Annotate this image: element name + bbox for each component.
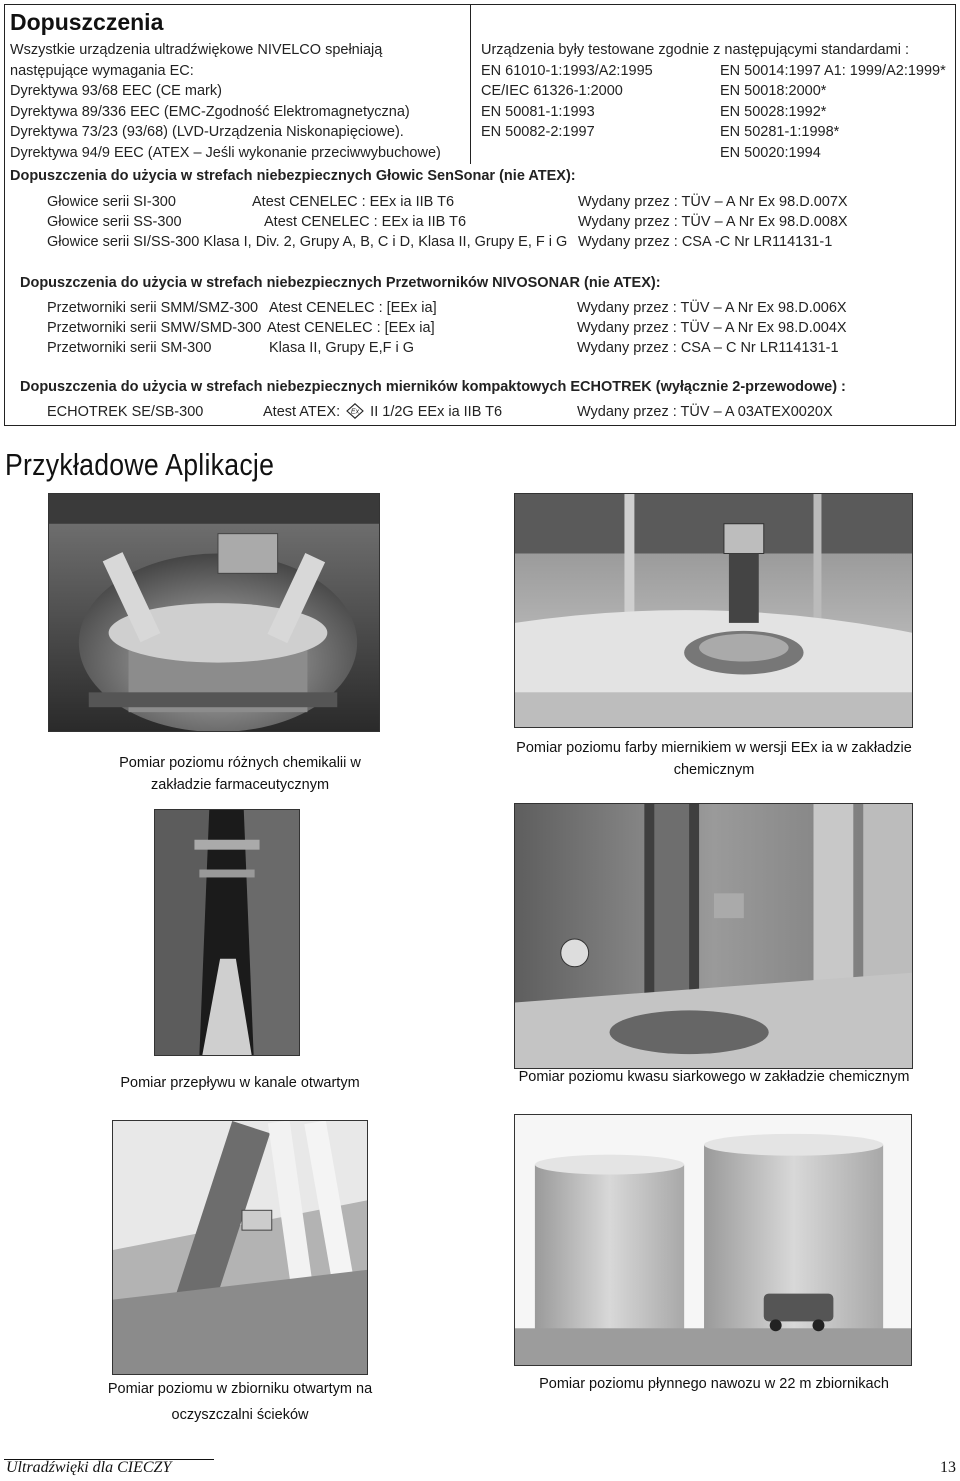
ec-line: Wszystkie urządzenia ultradźwiękowe NIVELCO spełniają xyxy=(10,42,383,58)
photo-chemical-tanks xyxy=(48,493,380,732)
nivosonar-issuer-3: Wydany przez : CSA – C Nr LR114131-1 xyxy=(577,340,839,356)
standard-item: EN 61010-1:1993/A2:1995 xyxy=(481,62,653,79)
standard-item: EN 50281-1:1998* xyxy=(720,124,840,140)
photo-open-channel xyxy=(154,809,300,1056)
standards-col-1 xyxy=(481,61,653,143)
ex-mark-icon xyxy=(346,403,364,419)
ec-line: Dyrektywa 94/9 EEC (ATEX – Jeśli wykonanie przeciwwybuchowe) xyxy=(10,144,441,161)
applications-title: Przykładowe Aplikacje xyxy=(5,447,275,482)
standard-item: CE/IEC 61326-1:2000 xyxy=(481,83,623,99)
ec-requirements xyxy=(10,40,441,163)
nivosonar-cert-2: Atest CENELEC : [EEx ia] xyxy=(267,320,435,336)
ec-line: Dyrektywa 89/336 EEC (EMC-Zgodność Elektromagnetyczna) xyxy=(10,103,410,120)
echotrek-cert xyxy=(263,402,502,423)
ec-line: następujące wymagania EC: xyxy=(10,62,194,79)
sensonar-issuer-1: Wydany przez : TÜV – A Nr Ex 98.D.007X xyxy=(578,194,848,210)
echotrek-cert-prefix: Atest ATEX: xyxy=(263,404,341,420)
sensonar-issuer-3: Wydany przez : CSA -C Nr LR114131-1 xyxy=(578,234,833,250)
sensonar-name-1: Głowice serii SI-300 xyxy=(47,194,176,210)
page-number: 13 xyxy=(940,1459,956,1476)
sensonar-name-3: Głowice serii SI/SS-300 Klasa I, Div. 2, Grupy A, B, C i D, Klasa II, Grupy E, F i G xyxy=(47,234,568,250)
caption-4: Pomiar poziomu kwasu siarkowego w zakładzie chemicznym xyxy=(518,1069,910,1085)
nivosonar-name-3: Przetworniki serii SM-300 xyxy=(47,340,212,356)
standard-item: EN 50018:2000* xyxy=(720,83,827,99)
ec-line: Dyrektywa 73/23 (93/68) (LVD-Urządzenia Niskonapięciowe). xyxy=(10,124,404,140)
photo-fertilizer-tanks xyxy=(514,1114,912,1366)
nivosonar-cert-3: Klasa II, Grupy E,F i G xyxy=(269,340,415,356)
sensonar-cert-2: Atest CENELEC : EEx ia IIB T6 xyxy=(264,214,467,230)
standard-item: EN 50082-2:1997 xyxy=(481,124,595,140)
nivosonar-cert-1: Atest CENELEC : [EEx ia] xyxy=(269,300,437,316)
column-divider xyxy=(470,4,471,164)
sensonar-issuer-2: Wydany przez : TÜV – A Nr Ex 98.D.008X xyxy=(578,214,848,230)
sensonar-name-2: Głowice serii SS-300 xyxy=(47,214,182,230)
sensonar-cert-1: Atest CENELEC : EEx ia IIB T6 xyxy=(252,194,455,210)
standards-col-2 xyxy=(720,61,946,164)
caption-1: Pomiar poziomu różnych chemikalii w zakładzie farmaceutycznym xyxy=(119,755,361,793)
caption-5: Pomiar poziomu w zbiorniku otwartym na oczyszczalni ścieków xyxy=(107,1381,373,1423)
echotrek-heading: Dopuszczenia do użycia w strefach niebezpiecznych mierników kompaktowych ECHOTREK (wyłącznie 2-przewodowe) : xyxy=(20,379,846,395)
standard-item: EN 50081-1:1993 xyxy=(481,103,595,120)
nivosonar-name-2: Przetworniki serii SMW/SMD-300 xyxy=(47,320,262,336)
svg-text:Ex: Ex xyxy=(351,408,360,416)
photo-sulfuric-acid-tank xyxy=(514,803,913,1069)
standards-heading: Urządzenia były testowane zgodnie z następującymi standardami : xyxy=(481,42,909,58)
photo-wastewater-tank xyxy=(112,1120,368,1375)
ec-line: Dyrektywa 93/68 EEC (CE mark) xyxy=(10,83,222,99)
caption-3: Pomiar przepływu w kanale otwartym xyxy=(120,1075,360,1091)
standard-item: EN 50028:1992* xyxy=(720,103,827,120)
nivosonar-issuer-1: Wydany przez : TÜV – A Nr Ex 98.D.006X xyxy=(577,300,847,316)
echotrek-cert-suffix: II 1/2G EEx ia IIB T6 xyxy=(370,404,503,420)
nivosonar-heading: Dopuszczenia do użycia w strefach niebezpiecznych Przetworników NIVOSONAR (nie ATEX): xyxy=(20,275,661,291)
caption-2: Pomiar poziomu farby miernikiem w wersji EEx ia w zakładzie chemicznym xyxy=(516,740,912,778)
photo-paint-tank xyxy=(514,493,913,728)
echotrek-name: ECHOTREK SE/SB-300 xyxy=(47,404,204,420)
nivosonar-name-1: Przetworniki serii SMM/SMZ-300 xyxy=(47,300,259,316)
footer-title: Ultradźwięki dla CIECZY xyxy=(6,1459,172,1476)
sensonar-heading: Dopuszczenia do użycia w strefach niebezpiecznych Głowic SenSonar (nie ATEX): xyxy=(10,168,576,184)
standard-item: EN 50020:1994 xyxy=(720,144,821,161)
approvals-title: Dopuszczenia xyxy=(10,9,164,35)
standard-item: EN 50014:1997 A1: 1999/A2:1999* xyxy=(720,62,946,79)
echotrek-issuer: Wydany przez : TÜV – A 03ATEX0020X xyxy=(577,404,833,420)
nivosonar-issuer-2: Wydany przez : TÜV – A Nr Ex 98.D.004X xyxy=(577,320,847,336)
caption-6: Pomiar poziomu płynnego nawozu w 22 m zbiornikach xyxy=(539,1376,889,1392)
